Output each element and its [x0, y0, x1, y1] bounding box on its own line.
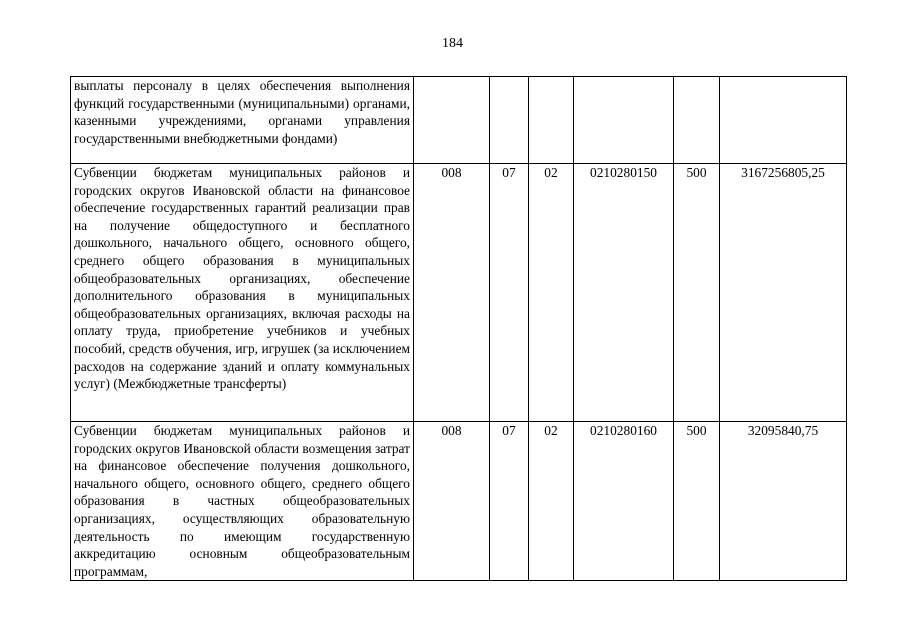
subsection-code: 02 — [529, 164, 574, 422]
amount-value: 32095840,75 — [720, 422, 847, 581]
ministry-code — [414, 77, 490, 164]
row-description: выплаты персоналу в целях обеспечения выполнения функций государственными (муниципальными) органами, казенными учреждениями, органами управления государственными внебюджетными фондами) — [71, 77, 414, 164]
expense-type-code: 500 — [674, 422, 720, 581]
expense-type-code — [674, 77, 720, 164]
ministry-code: 008 — [414, 422, 490, 581]
expense-type-code: 500 — [674, 164, 720, 422]
target-article-code: 0210280150 — [574, 164, 674, 422]
budget-table — [70, 76, 847, 581]
row-description: Субвенции бюджетам муниципальных районов и городских округов Ивановской области на финансовое обеспечение государственных гарантий реализации прав на получение общедоступного и бесплатного дошкольного, начального общего, основного общего, среднего общего образования в муниципальных общеобразовательных организациях, обеспечение дополнительного образования в муниципальных общеобразовательных организациях, включая расходы на оплату труда, приобретение учебников и учебных пособий, средств обучения, игр, игрушек (за исключением расходов на содержание зданий и оплату коммунальных услуг) (Межбюджетные трансферты) — [71, 164, 414, 422]
subsection-code — [529, 77, 574, 164]
target-article-code — [574, 77, 674, 164]
section-code — [490, 77, 529, 164]
row-description: Субвенции бюджетам муниципальных районов и городских округов Ивановской области возмещения затрат на финансовое обеспечение получения дошкольного, начального общего, основного общего, среднего общего образования в частных общеобразовательных организациях, осуществляющих образовательную деятельность по имеющим государственную аккредитацию основным общеобразовательным программам, — [71, 422, 414, 581]
section-code: 07 — [490, 164, 529, 422]
table-row — [71, 77, 847, 164]
page-number: 184 — [442, 36, 463, 51]
subsection-code: 02 — [529, 422, 574, 581]
target-article-code: 0210280160 — [574, 422, 674, 581]
section-code: 07 — [490, 422, 529, 581]
ministry-code: 008 — [414, 164, 490, 422]
table-row — [71, 164, 847, 422]
amount-value — [720, 77, 847, 164]
table-row — [71, 422, 847, 581]
amount-value: 3167256805,25 — [720, 164, 847, 422]
